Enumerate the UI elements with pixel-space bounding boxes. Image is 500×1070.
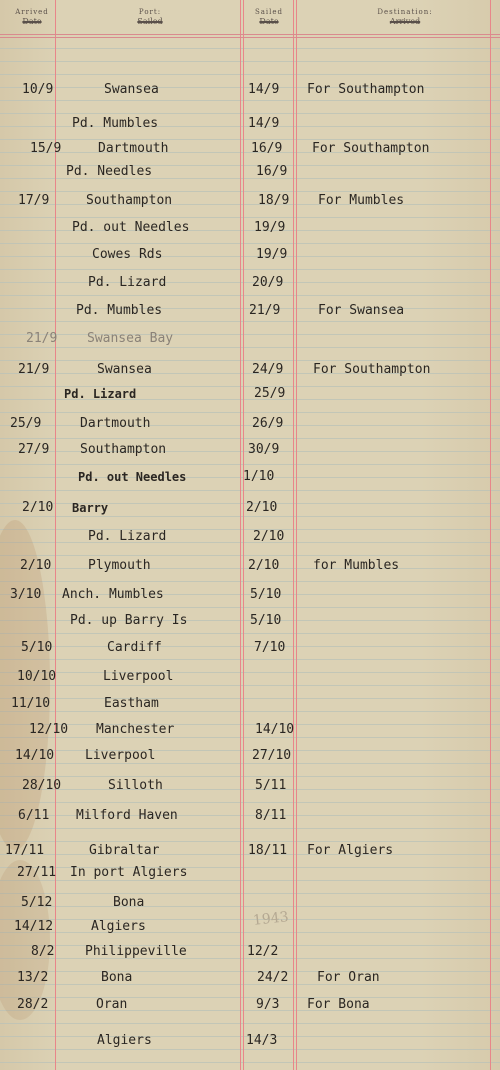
entry-destination: For Southampton	[313, 362, 431, 377]
ruled-line	[0, 776, 500, 777]
entry-sailed: 14/10	[255, 722, 295, 737]
ruled-line	[0, 932, 500, 933]
ruled-line	[0, 828, 500, 829]
ruled-line	[0, 802, 500, 803]
entry-arrived: 27/11	[17, 865, 57, 880]
entry-sailed: 24/2	[257, 970, 289, 985]
entry-sailed: 5/11	[255, 778, 287, 793]
entry-sailed: 24/9	[252, 362, 284, 377]
ruled-line	[0, 724, 500, 725]
entry-sailed: 8/11	[255, 808, 287, 823]
entry-sailed: 2/10	[248, 558, 280, 573]
entry-sailed: 7/10	[254, 640, 286, 655]
column-rule	[490, 0, 491, 1070]
entry-port: Bona	[113, 895, 145, 910]
entry-arrived: 28/10	[22, 778, 62, 793]
entry-destination: for Mumbles	[313, 558, 400, 573]
entry-arrived: 10/9	[22, 82, 54, 97]
entry-sailed: 12/2	[247, 944, 279, 959]
ruled-line	[0, 711, 500, 712]
ruled-line	[0, 139, 500, 140]
entry-sailed: 14/9	[248, 116, 280, 131]
entry-port: Cardiff	[107, 640, 162, 655]
entry-sailed: 30/9	[248, 442, 280, 457]
entry-port: Bona	[101, 970, 133, 985]
ruled-line	[0, 815, 500, 816]
entry-arrived: 14/12	[14, 919, 54, 934]
entry-destination: For Mumbles	[318, 193, 405, 208]
ruled-line	[0, 282, 500, 283]
header-arrived	[2, 8, 62, 26]
ruled-line	[0, 1010, 500, 1011]
ruled-line	[0, 191, 500, 192]
entry-arrived: 21/9	[18, 362, 50, 377]
entry-port: Swansea	[97, 362, 152, 377]
entry-port: In port Algiers	[70, 865, 188, 880]
entry-arrived: 2/10	[20, 558, 52, 573]
entry-port: Pd. Mumbles	[76, 303, 163, 318]
entry-destination: For Algiers	[307, 843, 394, 858]
entry-port: Oran	[96, 997, 128, 1012]
header-arrived-struck: Date	[22, 17, 42, 26]
ruled-line	[0, 750, 500, 751]
entry-port: Dartmouth	[98, 141, 169, 156]
entry-sailed: 5/10	[250, 587, 282, 602]
ruled-line	[0, 113, 500, 114]
entry-arrived: 11/10	[11, 696, 51, 711]
header-rule	[0, 37, 500, 38]
entry-sailed: 16/9	[251, 141, 283, 156]
entry-destination: For Bona	[307, 997, 370, 1012]
entry-sailed: 27/10	[252, 748, 292, 763]
ruled-line	[0, 893, 500, 894]
entry-port: Algiers	[91, 919, 146, 934]
ruled-line	[0, 243, 500, 244]
entry-arrived: 15/9	[30, 141, 62, 156]
entry-port: Pd. Needles	[66, 164, 153, 179]
ruled-line	[0, 321, 500, 322]
ruled-line	[0, 685, 500, 686]
ruled-line	[0, 100, 500, 101]
entry-port: Pd. up Barry Is	[70, 613, 188, 628]
entry-port: Manchester	[96, 722, 175, 737]
entry-port: Pd. Lizard	[88, 529, 167, 544]
entry-arrived: 6/11	[18, 808, 50, 823]
entry-port: Liverpool	[85, 748, 156, 763]
entry-sailed: 16/9	[256, 164, 288, 179]
ruled-line	[0, 464, 500, 465]
water-stain	[0, 860, 53, 1020]
column-rule	[296, 0, 297, 1070]
ruled-line	[0, 425, 500, 426]
header-arrived-label: Arrived	[15, 8, 49, 16]
ruled-line	[0, 997, 500, 998]
entry-port: Anch. Mumbles	[62, 587, 164, 602]
entry-arrived: 17/11	[5, 843, 45, 858]
entry-port: Milford Haven	[76, 808, 178, 823]
column-rule	[243, 0, 244, 1070]
entry-port: Southampton	[86, 193, 173, 208]
entry-sailed: 19/9	[254, 220, 286, 235]
ruled-line	[0, 295, 500, 296]
entry-port: Dartmouth	[80, 416, 151, 431]
entry-port: Philippeville	[85, 944, 187, 959]
ruled-line	[0, 672, 500, 673]
ruled-line	[0, 217, 500, 218]
entry-arrived: 3/10	[10, 587, 42, 602]
header-sailed-label: Sailed	[254, 8, 284, 16]
ruled-line	[0, 347, 500, 348]
ruled-line	[0, 1023, 500, 1024]
ruled-line	[0, 1049, 500, 1050]
ruled-line	[0, 490, 500, 491]
ruled-line	[0, 659, 500, 660]
ruled-line	[0, 633, 500, 634]
ruled-line	[0, 1062, 500, 1063]
entry-port: Swansea	[104, 82, 159, 97]
header-rule	[0, 34, 500, 35]
entry-sailed: 26/9	[252, 416, 284, 431]
entry-sailed: 21/9	[249, 303, 281, 318]
entry-destination: For Southampton	[307, 82, 425, 97]
entry-port: Pd. Lizard	[88, 275, 167, 290]
ruled-line	[0, 581, 500, 582]
entry-sailed: 19/9	[256, 247, 288, 262]
column-rule	[293, 0, 294, 1070]
entry-port: Liverpool	[103, 669, 174, 684]
entry-port: Barry	[72, 501, 109, 515]
ruled-line	[0, 906, 500, 907]
entry-arrived: 13/2	[17, 970, 49, 985]
entry-arrived: 14/10	[15, 748, 55, 763]
ruled-line	[0, 789, 500, 790]
ruled-line	[0, 737, 500, 738]
ruled-line	[0, 607, 500, 608]
entry-port: Southampton	[80, 442, 167, 457]
entry-arrived: 12/10	[29, 722, 69, 737]
ruled-line	[0, 971, 500, 972]
header-port-label: Port:	[138, 8, 162, 16]
entry-arrived: 10/10	[17, 669, 57, 684]
entry-port: Algiers	[97, 1033, 152, 1048]
entry-arrived: 28/2	[17, 997, 49, 1012]
entry-sailed: 20/9	[252, 275, 284, 290]
entry-arrived: 5/12	[21, 895, 53, 910]
ruled-line	[0, 334, 500, 335]
header-sailed	[245, 8, 293, 26]
header-destination-struck: Arrived	[389, 17, 421, 26]
entry-sailed: 18/9	[258, 193, 290, 208]
entry-arrived: 21/9	[26, 331, 58, 346]
entry-sailed: 14/9	[248, 82, 280, 97]
header-port-struck: Sailed	[137, 17, 163, 26]
header-port	[100, 8, 200, 26]
ruled-line	[0, 984, 500, 985]
entry-sailed: 2/10	[253, 529, 285, 544]
ruled-line	[0, 204, 500, 205]
entry-sailed: 14/3	[246, 1033, 278, 1048]
entry-port: Pd. Lizard	[64, 387, 137, 401]
ruled-line	[0, 438, 500, 439]
ruled-line	[0, 360, 500, 361]
ruled-line	[0, 412, 500, 413]
header-sailed-struck: Date	[259, 17, 279, 26]
entry-port: Plymouth	[88, 558, 151, 573]
ruled-line	[0, 542, 500, 543]
entry-arrived: 17/9	[18, 193, 50, 208]
entry-port: Swansea Bay	[87, 331, 174, 346]
entry-destination: For Southampton	[312, 141, 430, 156]
ruled-line	[0, 841, 500, 842]
entry-port: Pd. Mumbles	[72, 116, 159, 131]
ruled-line	[0, 61, 500, 62]
column-rule	[55, 0, 56, 1070]
entry-sailed: 2/10	[246, 500, 278, 515]
ruled-line	[0, 763, 500, 764]
ruled-line	[0, 919, 500, 920]
entry-port: Gibraltar	[89, 843, 160, 858]
ruled-line	[0, 74, 500, 75]
entry-arrived: 27/9	[18, 442, 50, 457]
entry-port: Silloth	[108, 778, 163, 793]
ruled-line	[0, 646, 500, 647]
ruled-line	[0, 48, 500, 49]
entry-sailed: 18/11	[248, 843, 288, 858]
ruled-line	[0, 516, 500, 517]
ruled-line	[0, 269, 500, 270]
entry-sailed: 9/3	[256, 997, 280, 1012]
ruled-line	[0, 555, 500, 556]
header-destination-label: Destination:	[377, 8, 433, 16]
entry-sailed: 25/9	[254, 386, 286, 401]
entry-sailed: 5/10	[250, 613, 282, 628]
ruled-line	[0, 256, 500, 257]
header-destination	[345, 8, 465, 26]
entry-arrived: 5/10	[21, 640, 53, 655]
column-rule	[240, 0, 241, 1070]
entry-arrived: 2/10	[22, 500, 54, 515]
entry-destination: For Swansea	[318, 303, 405, 318]
margin-note: 1943	[252, 909, 290, 929]
ruled-line	[0, 529, 500, 530]
entry-port: Pd. out Needles	[78, 470, 187, 484]
entry-destination: For Oran	[317, 970, 380, 985]
entry-port: Eastham	[104, 696, 159, 711]
entry-arrived: 8/2	[31, 944, 55, 959]
entry-port: Pd. out Needles	[72, 220, 190, 235]
ruled-line	[0, 698, 500, 699]
entry-port: Cowes Rds	[92, 247, 163, 262]
entry-arrived: 25/9	[10, 416, 42, 431]
entry-sailed: 1/10	[243, 469, 275, 484]
